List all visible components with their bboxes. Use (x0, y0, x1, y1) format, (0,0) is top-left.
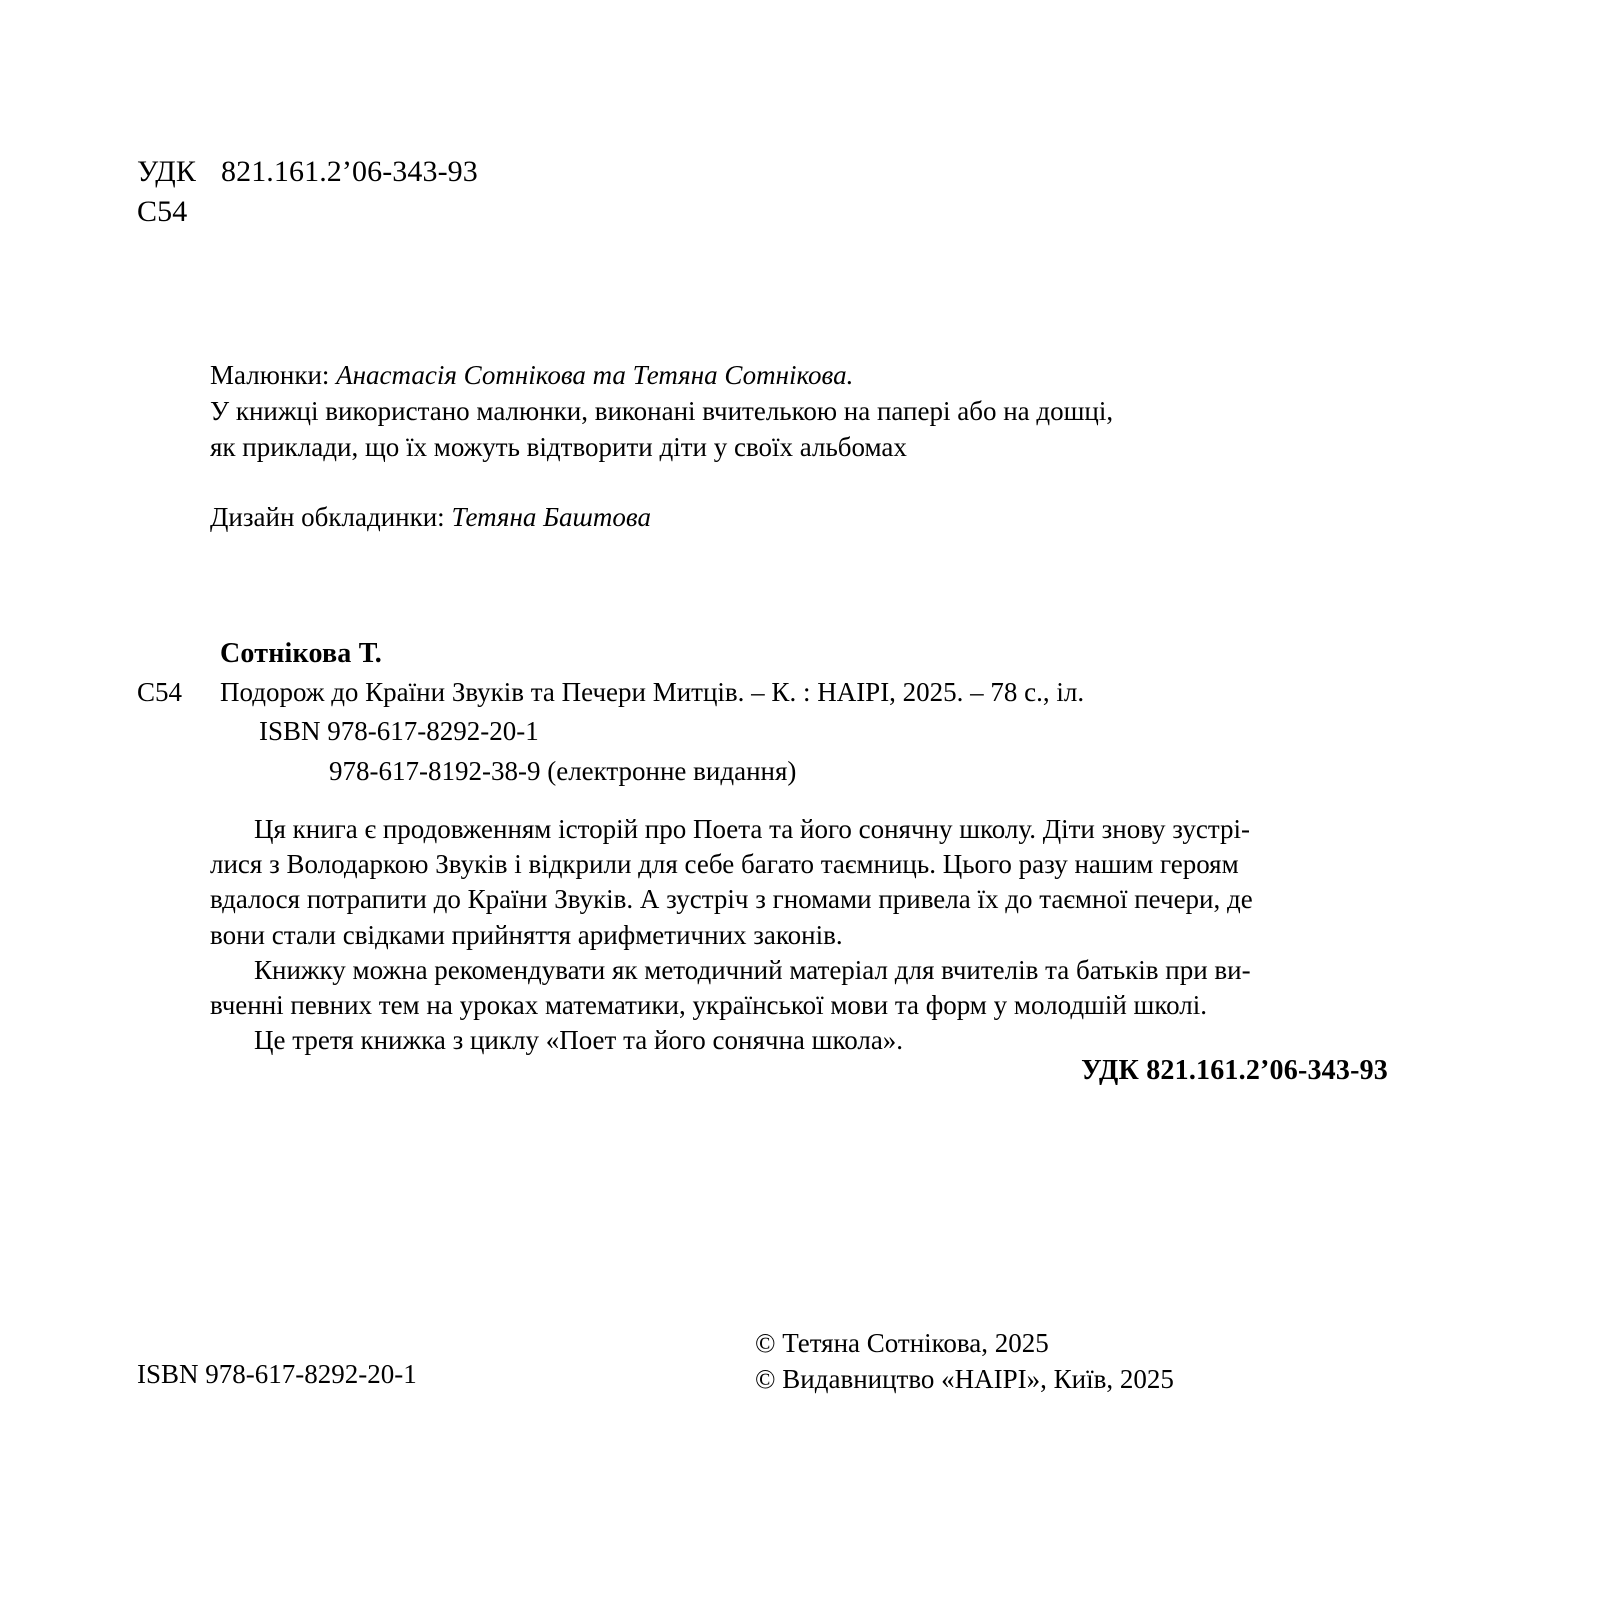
udc-block (137, 152, 478, 232)
annotation-line: вони стали свідками прийняття арифметичних законів. (210, 919, 843, 950)
illustrations-credit (210, 358, 1390, 394)
annotation-line: вченні певних тем на уроках математики, української мови та форм у молодшій школі. (210, 990, 1207, 1021)
isbn-print: ISBN 978-617-8292-20-1 (259, 716, 539, 747)
cover-design-label: Дизайн обкладинки: (210, 501, 445, 532)
annotation-line: Книжку можна рекомендувати як методичний матеріал для вчителів та батьків при ви- (254, 954, 1251, 985)
illustrations-names: Анастасія Сотнікова та Тетяна Сотнікова. (336, 360, 854, 390)
udc-sigla: С54 (137, 194, 188, 228)
udc-code-row (137, 152, 478, 192)
udc-bottom-line: УДК 821.161.2’06-343-93 (1081, 1055, 1388, 1086)
annotation-paragraph-2 (210, 953, 1388, 1023)
annotation-line: лися з Володаркою Звуків і відкрили для себе багато таємниць. Цього разу нашим героям (210, 849, 1239, 880)
bibliographic-sigla: С54 (137, 677, 183, 708)
illustrations-label: Малюнки: (210, 360, 330, 390)
annotation-line: Ця книга є продовженням історій про Поета та його сонячну школу. Діти знову зустрі- (254, 814, 1251, 844)
udc-label: УДК (137, 155, 196, 188)
footer-copyright-block (755, 1326, 1174, 1398)
bibliographic-title-row (137, 675, 1387, 710)
footer-isbn: ISBN 978-617-8292-20-1 (137, 1359, 417, 1389)
udc-sigla-row (137, 192, 478, 232)
illustrations-note-line-2: як приклади, що їх можуть відтворити діти у своїх альбомах (210, 431, 907, 462)
annotation-paragraph-1 (210, 812, 1388, 953)
bibliographic-title: Подорож до Країни Звуків та Печери Митців. – К. : НАІРІ, 2025. – 78 с., іл. (220, 677, 1085, 708)
credits-spacer (210, 466, 1390, 500)
isbn-electronic: 978-617-8192-38-9 (електронне видання) (329, 755, 797, 786)
bibliographic-author: Сотнікова Т. (220, 638, 382, 669)
annotation-line: вдалося потрапити до Країни Звуків. А зустріч з гномами привела їх до таємної печери, де (210, 884, 1253, 915)
annotation-block (210, 812, 1388, 1059)
udc-code: 821.161.2’06-343-93 (221, 155, 478, 188)
cover-design-credit (210, 500, 1390, 536)
annotation-line: Це третя книжка з циклу «Поет та його сонячна школа». (254, 1025, 904, 1056)
bibliographic-record (137, 636, 1387, 789)
copyright-author: © Тетяна Сотнікова, 2025 (755, 1328, 1049, 1358)
illustrations-note-line-1: У книжці використано малюнки, виконані вчителькою на папері або на дошці, (210, 395, 1114, 426)
copyright-publisher: © Видавництво «НАІРІ», Київ, 2025 (755, 1363, 1174, 1394)
cover-design-name: Тетяна Баштова (451, 501, 651, 532)
credits-block (210, 358, 1390, 536)
annotation-paragraph-3 (210, 1023, 1388, 1058)
